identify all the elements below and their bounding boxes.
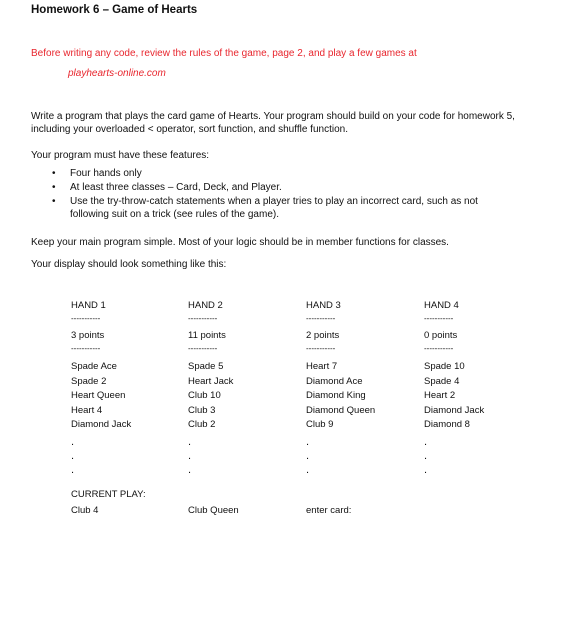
bullet-icon: • <box>52 182 56 193</box>
ellipsis-dot: . <box>424 449 428 462</box>
card-entry: Diamond Queen <box>306 404 376 416</box>
card-entry: Spade 2 <box>71 375 107 387</box>
program-note: Keep your main program simple. Most of your logic should be in member functions for classes. <box>31 237 449 248</box>
enter-card-prompt: enter card: <box>306 505 352 516</box>
hand-points: 0 points <box>424 330 458 341</box>
hand-points: 2 points <box>306 330 340 341</box>
instruction-text: Before writing any code, review the rules of the game, page 2, and play a few games at <box>31 48 417 59</box>
ellipsis-dot: . <box>71 463 75 476</box>
document-title: Homework 6 – Game of Hearts <box>31 4 198 16</box>
card-entry: Club 2 <box>188 419 216 430</box>
divider: ----------- <box>188 344 218 353</box>
feature-text: At least three classes – Card, Deck, and Player. <box>70 182 282 193</box>
divider: ----------- <box>306 314 336 323</box>
ellipsis-dot: . <box>306 435 310 448</box>
ellipsis-dot: . <box>188 435 192 448</box>
card-entry: Heart Queen <box>71 390 126 401</box>
card-entry: Heart Jack <box>188 375 234 387</box>
card-entry: Club 3 <box>188 404 216 416</box>
hand-column <box>424 299 534 477</box>
ellipsis-dot: . <box>424 435 428 448</box>
list-item <box>50 181 510 194</box>
hand-column <box>306 299 416 477</box>
list-item <box>50 195 510 221</box>
card-entry: Diamond Ace <box>306 375 363 387</box>
hand-column <box>71 299 181 477</box>
divider: ----------- <box>71 314 101 323</box>
features-list <box>50 167 510 222</box>
card-entry: Diamond Jack <box>71 419 132 430</box>
card-entry: Heart 7 <box>306 361 338 372</box>
display-note: Your display should look something like this: <box>31 259 227 270</box>
current-play-card: Club Queen <box>188 505 239 516</box>
hand-column <box>188 299 298 477</box>
divider: ----------- <box>188 314 218 323</box>
card-entry: Spade Ace <box>71 361 117 372</box>
current-play-card: Club 4 <box>71 505 99 516</box>
divider: ----------- <box>424 314 454 323</box>
card-entry: Diamond 8 <box>424 419 470 430</box>
ellipsis-dot: . <box>71 435 75 448</box>
divider: ----------- <box>424 344 454 353</box>
card-entry: Heart 2 <box>424 390 456 401</box>
ellipsis-dot: . <box>424 463 428 476</box>
card-entry: Diamond King <box>306 390 366 401</box>
feature-text: Four hands only <box>70 168 142 179</box>
card-entry: Diamond Jack <box>424 404 485 416</box>
card-entry: Spade 4 <box>424 375 460 387</box>
current-play-label: CURRENT PLAY: <box>71 489 146 500</box>
hand-name: HAND 1 <box>71 300 106 311</box>
divider: ----------- <box>306 344 336 353</box>
card-entry: Spade 10 <box>424 361 465 372</box>
hand-name: HAND 4 <box>424 300 459 311</box>
hand-name: HAND 2 <box>188 300 223 311</box>
hand-points: 11 points <box>188 330 226 341</box>
ellipsis-dot: . <box>188 463 192 476</box>
feature-text: Use the try-throw-catch statements when a player tries to play an incorrect card, such as not following suit on a trick (see rules of the game). <box>70 196 478 220</box>
features-intro: Your program must have these features: <box>31 150 210 161</box>
ellipsis-dot: . <box>306 449 310 462</box>
card-entry: Club 10 <box>188 390 221 401</box>
card-entry: Heart 4 <box>71 404 103 416</box>
hand-points: 3 points <box>71 330 105 341</box>
ellipsis-dot: . <box>306 463 310 476</box>
card-entry: Club 9 <box>306 419 334 430</box>
website-link[interactable]: playhearts-online.com <box>68 68 166 79</box>
list-item <box>50 167 510 180</box>
bullet-icon: • <box>52 196 56 207</box>
divider: ----------- <box>71 344 101 353</box>
hand-name: HAND 3 <box>306 300 341 311</box>
card-entry: Spade 5 <box>188 361 224 372</box>
bullet-icon: • <box>52 168 56 179</box>
description-paragraph: Write a program that plays the card game of Hearts. Your program should build on your code for homework 5, including your overloaded < operator, sort function, and shuffle function. <box>31 111 515 135</box>
ellipsis-dot: . <box>188 449 192 462</box>
ellipsis-dot: . <box>71 449 75 462</box>
